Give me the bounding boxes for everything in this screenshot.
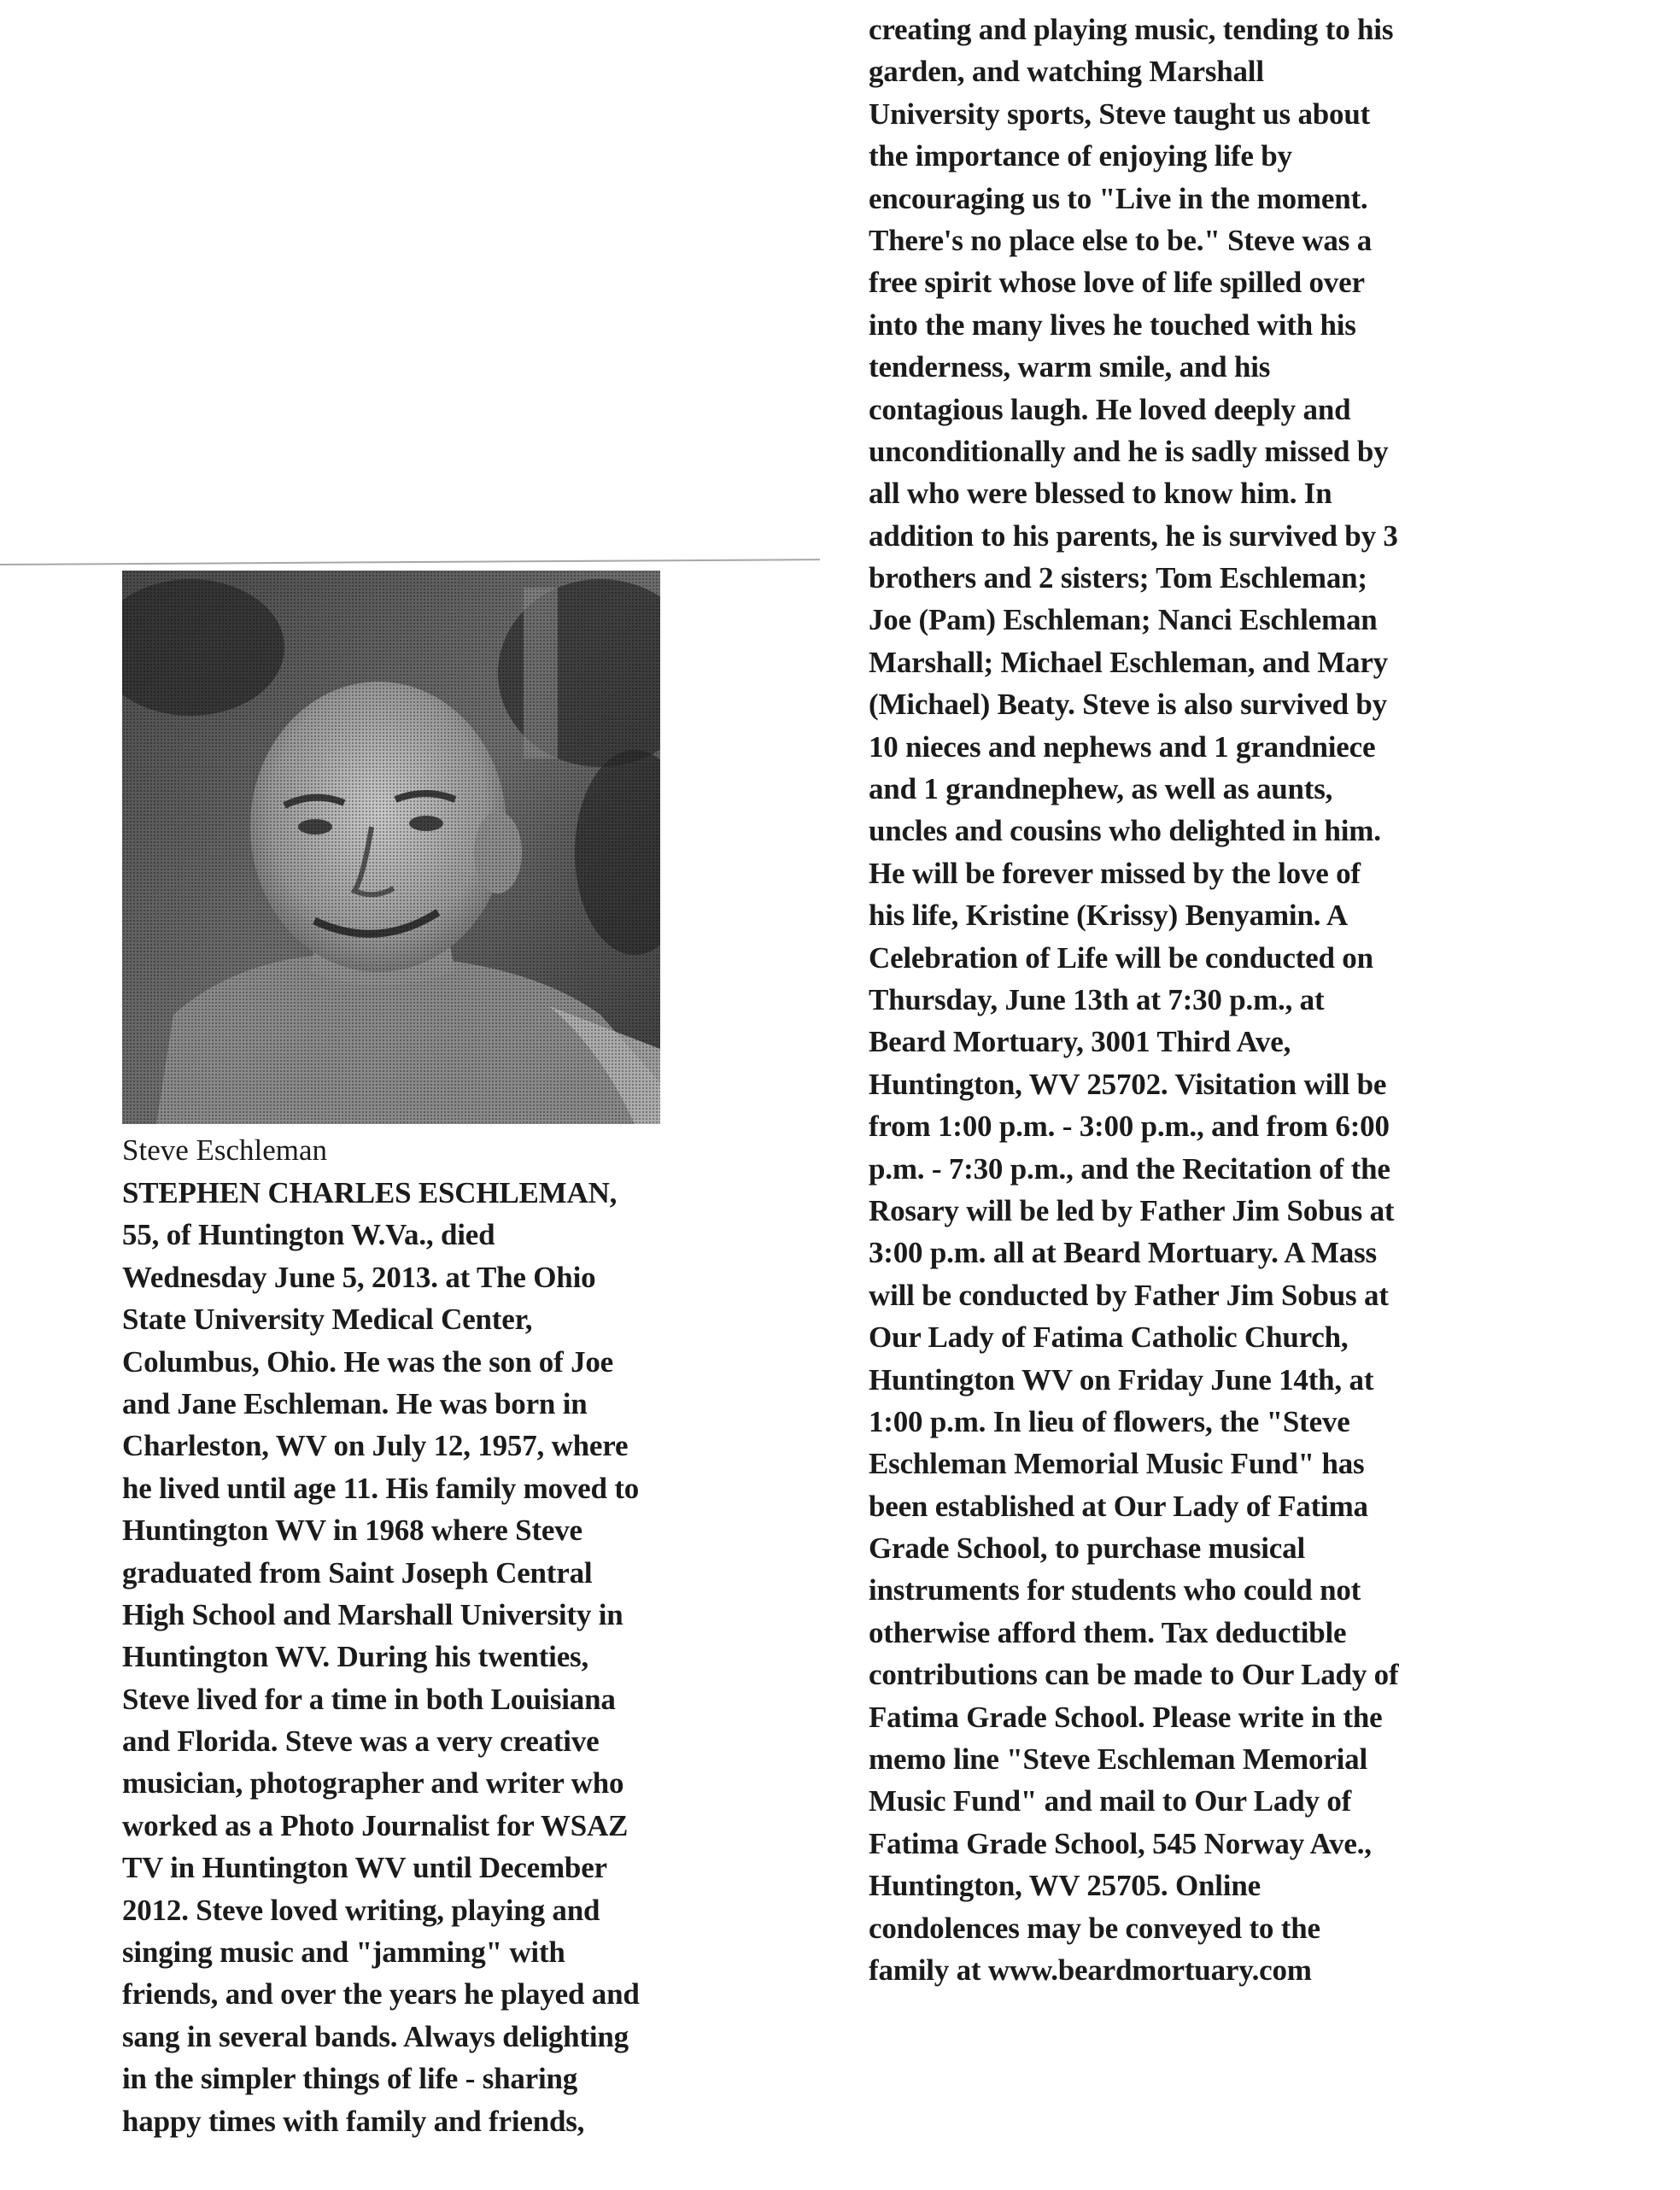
obituary-text-line: Beard Mortuary, 3001 Third Ave, [869,1025,1291,1059]
obituary-text-line: p.m. - 7:30 p.m., and the Recitation of the [869,1151,1390,1186]
obituary-text-line: Fatima Grade School. Please write in the [869,1700,1383,1734]
obituary-text-line: Huntington WV in 1968 where Steve [122,1514,582,1548]
obituary-text-line: condolences may be conveyed to the [869,1911,1320,1945]
obituary-text-line: 10 nieces and nephews and 1 grandniece [869,729,1376,764]
obituary-text-line: STEPHEN CHARLES ESCHLEMAN, [122,1176,618,1209]
obituary-text-line: Huntington, WV 25705. Online [869,1869,1261,1903]
obituary-text-line: family at www.beardmortuary.com [869,1953,1312,1987]
obituary-text-line: Marshall; Michael Eschleman, and Mary [869,645,1388,679]
obituary-text-line: tenderness, warm smile, and his [869,350,1271,384]
obituary-text-line: uncles and cousins who delighted in him. [869,814,1381,848]
obituary-text-line: musician, photographer and writer who [122,1766,624,1801]
obituary-text-line: encouraging us to "Live in the moment. [869,181,1368,215]
obituary-text-line: Eschleman Memorial Music Fund" has [869,1447,1365,1481]
obituary-text-line: been established at Our Lady of Fatima [869,1489,1368,1523]
obituary-text-line: and Jane Eschleman. He was born in [122,1386,588,1420]
obituary-text-line: University sports, Steve taught us about [869,97,1371,131]
obituary-text-line: the importance of enjoying life by [869,139,1292,173]
obituary-text-line: his life, Kristine (Krissy) Benyamin. A [869,899,1348,933]
portrait-photo-graphic [122,571,660,1124]
obituary-text-line: into the many lives he touched with his [869,307,1356,342]
obituary-text-line: State University Medical Center, [122,1303,533,1337]
obituary-text-line: 1:00 p.m. In lieu of flowers, the "Steve [869,1404,1350,1438]
obituary-text-line: will be conducted by Father Jim Sobus at [869,1278,1389,1312]
obituary-column-left [122,1172,640,2142]
obituary-text-line: Fatima Grade School, 545 Norway Ave., [869,1826,1372,1860]
obituary-text-line: unconditionally and he is sadly missed by [869,434,1389,468]
obituary-text-line: contagious laugh. He loved deeply and [869,392,1351,426]
obituary-text-line: brothers and 2 sisters; Tom Eschleman; [869,561,1367,595]
obituary-text-line: memo line "Steve Eschleman Memorial [869,1742,1367,1777]
obituary-text-line: Huntington WV on Friday June 14th, at [869,1362,1374,1397]
obituary-text-line: High School and Marshall University in [122,1597,623,1631]
obituary-text-line: addition to his parents, he is survived by 3 [869,518,1398,553]
obituary-text-line: Wednesday June 5, 2013. at The Ohio [122,1260,596,1294]
obituary-text-line: Music Fund" and mail to Our Lady of [869,1784,1352,1818]
obituary-text-line: Our Lady of Fatima Catholic Church, [869,1320,1349,1355]
obituary-text-line: and Florida. Steve was a very creative [122,1724,600,1759]
photo-caption: Steve Eschleman [122,1133,328,1167]
obituary-text-line: creating and playing music, tending to his [869,13,1394,46]
obituary-text-line: free spirit whose love of life spilled over [869,266,1365,300]
obituary-text-line: from 1:00 p.m. - 3:00 p.m., and from 6:00 [869,1110,1390,1144]
obituary-text-line: happy times with family and friends, [122,2104,585,2138]
obituary-text-line: Columbus, Ohio. He was the son of Joe [122,1344,614,1379]
obituary-text-line: Charleston, WV on July 12, 1957, where [122,1429,629,1463]
obituary-text-line: and 1 grandnephew, as well as aunts, [869,772,1333,806]
obituary-text-line: Huntington WV. During his twenties, [122,1640,588,1674]
obituary-text-line: (Michael) Beaty. Steve is also survived by [869,688,1387,722]
obituary-text-line: contributions can be made to Our Lady of [869,1658,1399,1692]
obituary-text-line: Steve lived for a time in both Louisiana [122,1682,616,1716]
obituary-text-line: TV in Huntington WV until December [122,1851,607,1885]
portrait-photo [122,571,660,1124]
obituary-text-line: He will be forever missed by the love of [869,856,1361,890]
obituary-text-line: singing music and "jamming" with [122,1935,565,1970]
obituary-text-line: Rosary will be led by Father Jim Sobus at [869,1193,1395,1227]
obituary-text-line: Joe (Pam) Eschleman; Nanci Eschleman [869,603,1378,637]
obituary-text-line: There's no place else to be." Steve was a [869,223,1372,257]
obituary-text-line: graduated from Saint Joseph Central [122,1555,593,1590]
obituary-text-line: garden, and watching Marshall [869,55,1264,89]
obituary-text-line: worked as a Photo Journalist for WSAZ [122,1808,629,1842]
obituary-text-line: otherwise afford them. Tax deductible [869,1615,1347,1649]
obituary-text-line: Celebration of Life will be conducted on [869,940,1373,975]
obituary-text-line: 55, of Huntington W.Va., died [122,1218,495,1252]
obituary-column-right [869,9,1398,1991]
obituary-text-line: Huntington, WV 25702. Visitation will be [869,1067,1387,1101]
obituary-text-line: in the simpler things of life - sharing [122,2062,578,2096]
obituary-text-line: 2012. Steve loved writing, playing and [122,1893,600,1927]
obituary-text-line: 3:00 p.m. all at Beard Mortuary. A Mass [869,1236,1377,1270]
obituary-text-line: sang in several bands. Always delighting [122,2019,629,2053]
obituary-text-line: instruments for students who could not [869,1573,1361,1607]
obituary-text-line: Grade School, to purchase musical [869,1531,1305,1566]
obituary-text-line: friends, and over the years he played and [122,1977,640,2011]
obituary-text-line: all who were blessed to know him. In [869,477,1332,511]
clipping-edge-line [0,559,820,565]
obituary-text-line: he lived until age 11. His family moved to [122,1471,640,1505]
obituary-text-line: Thursday, June 13th at 7:30 p.m., at [869,982,1325,1016]
